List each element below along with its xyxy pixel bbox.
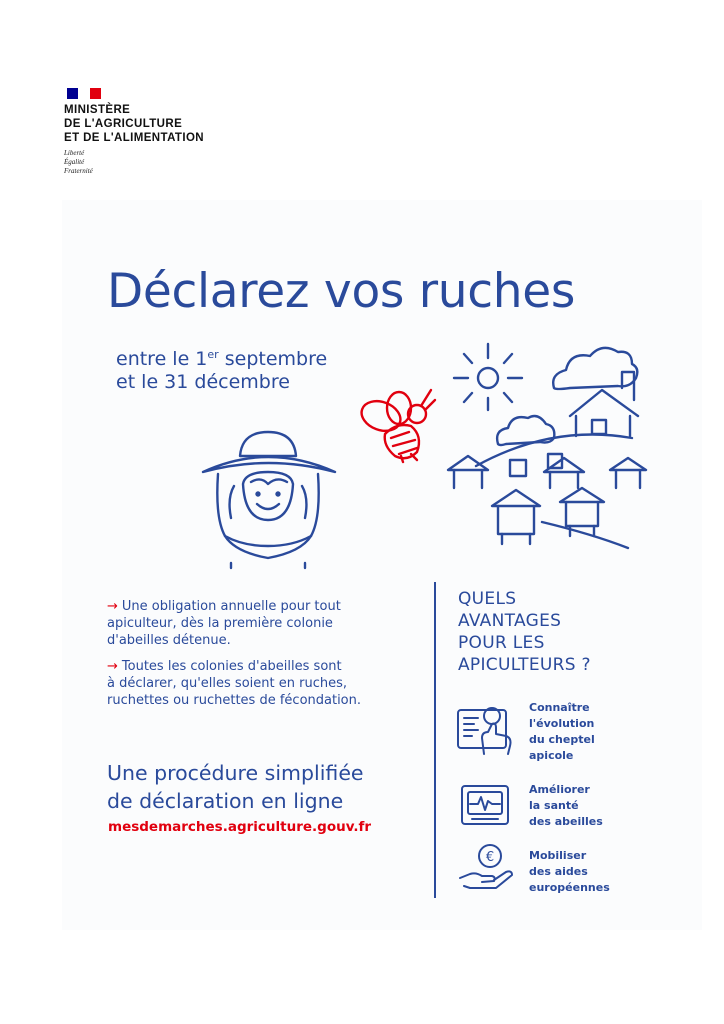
procedure-heading-line: de déclaration en ligne <box>107 789 344 813</box>
bullet-text: apiculteur, dès la première colonie <box>107 616 333 631</box>
date-suffix: septembre <box>218 348 328 370</box>
date-superscript: er <box>207 348 219 361</box>
advantage-text: apicole <box>529 749 574 762</box>
ministry-name-line: MINISTÈRE <box>64 104 131 116</box>
advantage-text: l'évolution <box>529 717 595 730</box>
advantages-heading-line: QUELS <box>458 589 517 609</box>
procedure-heading-line: Une procédure simplifiée <box>107 761 364 785</box>
french-flag-icon <box>67 88 101 99</box>
bullet-text: Toutes les colonies d'abeilles sont <box>121 659 342 674</box>
bullet-text: d'abeilles détenue. <box>107 633 231 648</box>
advantage-text: des abeilles <box>529 815 603 828</box>
beekeeper-illustration <box>195 428 345 568</box>
bullet-text: Une obligation annuelle pour tout <box>121 599 341 614</box>
euro-symbol: € <box>485 850 495 865</box>
motto-line: Fraternité <box>64 167 93 175</box>
advantage-text: des aides <box>529 865 588 878</box>
bullet-text: à déclarer, qu'elles soient en ruches, <box>107 676 347 691</box>
apiary-landscape-illustration <box>442 338 642 550</box>
advantage-text: la santé <box>529 799 579 812</box>
arrow-icon: → <box>107 659 118 674</box>
column-divider <box>434 582 436 898</box>
ministry-name-line: ET DE L'ALIMENTATION <box>64 132 204 144</box>
arrow-icon: → <box>107 599 118 614</box>
date-prefix: entre le 1 <box>116 348 208 370</box>
bee-icon <box>355 386 437 464</box>
health-monitor-icon <box>460 784 512 828</box>
advantage-text: européennes <box>529 881 610 894</box>
advantage-text: du cheptel <box>529 733 595 746</box>
advantage-text: Améliorer <box>529 783 590 796</box>
advantage-text: Mobiliser <box>529 849 587 862</box>
website-link[interactable]: mesdemarches.agriculture.gouv.fr <box>108 819 372 835</box>
motto-line: Liberté <box>64 149 85 157</box>
date-line-end: et le 31 décembre <box>116 371 290 393</box>
ministry-name-line: DE L'AGRICULTURE <box>64 118 183 130</box>
bullet-text: ruchettes ou ruchettes de fécondation. <box>107 693 362 708</box>
date-line-start <box>116 343 327 371</box>
advantages-heading-line: POUR LES <box>458 633 545 653</box>
tablet-hand-icon <box>454 700 518 756</box>
advantages-heading-line: AVANTAGES <box>458 611 562 631</box>
bullet-obligation <box>107 598 407 649</box>
bullet-colonies <box>107 658 407 709</box>
advantages-heading-line: APICULTEURS ? <box>458 655 591 675</box>
motto-line: Égalité <box>64 158 85 166</box>
advantage-text: Connaître <box>529 701 590 714</box>
page-title: Déclarez vos ruches <box>107 264 576 319</box>
euro-hand-icon <box>456 842 516 892</box>
